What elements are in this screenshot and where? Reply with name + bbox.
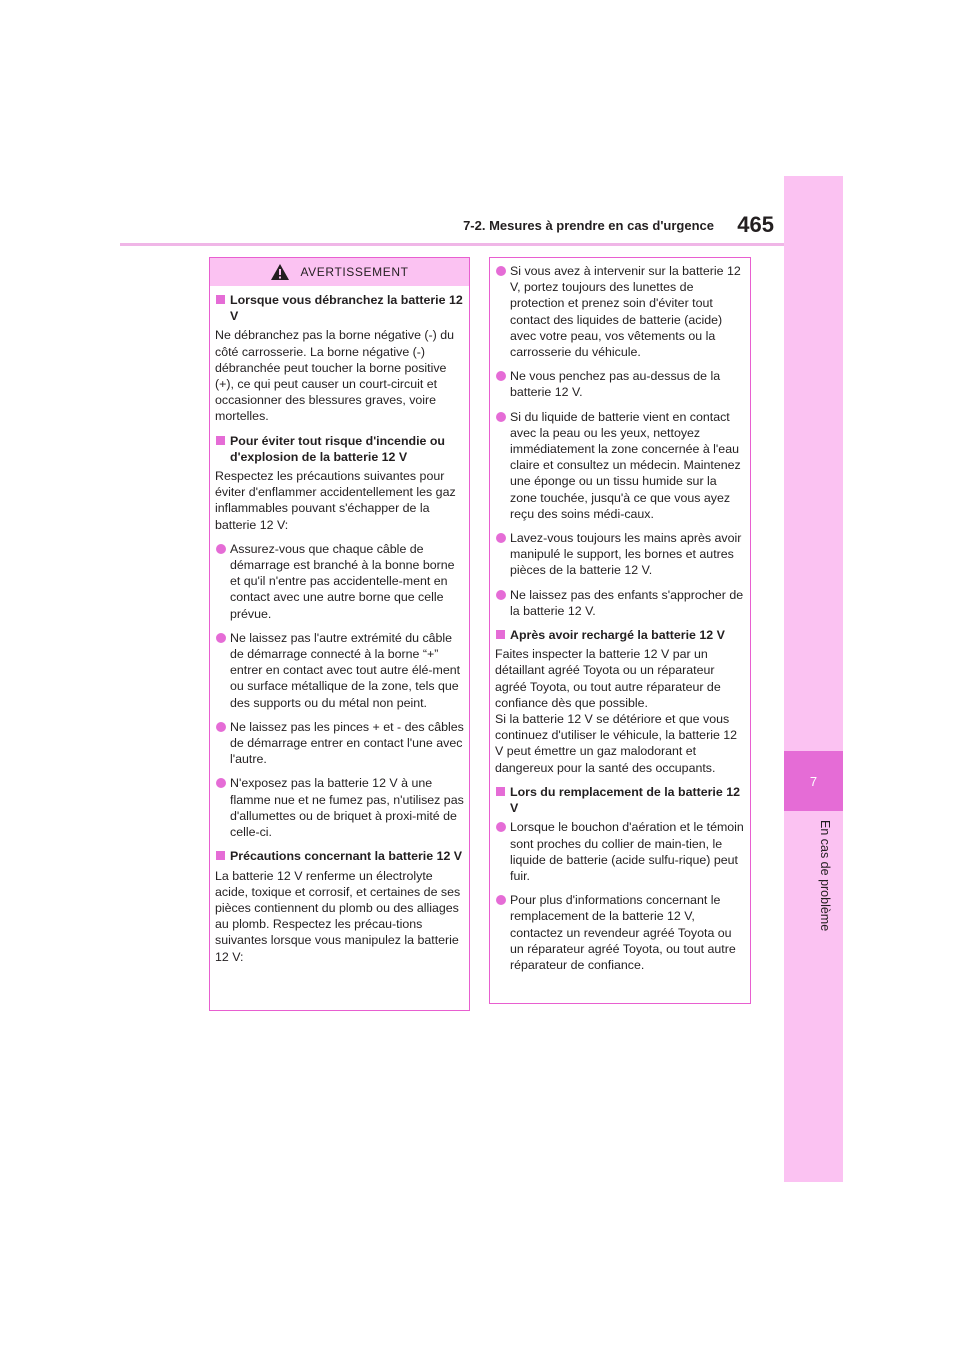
circle-bullet-icon [496, 412, 506, 422]
bullet-item: Pour plus d'informations concernant le remplacement de la batterie 12 V, contactez un revendeur agréé Toyota ou un réparateur agréé Toyota, ou tout autre réparateur de confiance. [495, 892, 745, 973]
paragraph: Respectez les précautions suivantes pour éviter d'enflammer accidentellement les gaz inflammables pouvant s'échapper de la batterie 12 V: [215, 469, 456, 532]
square-bullet-icon [496, 630, 505, 639]
square-bullet-icon [216, 295, 225, 304]
subheading: Lorsque vous débranchez la batterie 12 V [215, 292, 464, 324]
side-tab-band [784, 176, 843, 1182]
square-bullet-icon [216, 436, 225, 445]
square-bullet-icon [496, 787, 505, 796]
circle-bullet-icon [496, 533, 506, 543]
bullet-item: Si du liquide de batterie vient en contact avec la peau ou les yeux, nettoyez immédiatement la zone concernée à l'eau claire et consultez un médecin. Maintenez une éponge ou un tissu humide sur la zone touchée, jusqu'à ce que vous ayez reçu des soins médi-caux. [495, 409, 745, 522]
circle-bullet-icon [216, 544, 226, 554]
circle-bullet-icon [216, 633, 226, 643]
circle-bullet-icon [496, 266, 506, 276]
circle-bullet-icon [216, 778, 226, 788]
bullet-item: Assurez-vous que chaque câble de démarrage est branché à la bonne borne et qu'il n'entre pas accidentelle-ment en contact avec une autre borne que celle prévue. [215, 541, 464, 622]
chapter-number-tab: 7 [784, 751, 843, 811]
paragraph: La batterie 12 V renferme un électrolyte acide, toxique et corrosif, et certaines de ses pièces contiennent du plomb ou des alliages au plomb. Respectez les précau-tions suivantes lorsque vous manipulez la batterie 12 V: [215, 868, 461, 964]
warning-triangle-icon [270, 263, 290, 281]
paragraph: Faites inspecter la batterie 12 V par un détaillant agréé Toyota ou un réparateur agréé Toyota, ou tout autre réparateur de confiance dès que possible. [495, 647, 721, 710]
warning-title: AVERTISSEMENT [300, 265, 409, 279]
circle-bullet-icon [216, 722, 226, 732]
warning-body [490, 258, 750, 987]
subheading: Précautions concernant la batterie 12 V [215, 848, 464, 864]
square-bullet-icon [216, 851, 225, 860]
paragraph: Ne débranchez pas la borne négative (-) du côté carrosserie. La borne négative (-) débranchée peut toucher la borne positive (+), ce qui peut causer un court-circuit et occasionner des blessures graves, voire mortelles. [215, 328, 455, 424]
bullet-item: N'exposez pas la batterie 12 V à une flamme nue et ne fumez pas, n'utilisez pas d'allumettes ou de briquet à proxi-mité de celle-ci. [215, 775, 464, 840]
bullet-item: Ne laissez pas les pinces + et - des câbles de démarrage entrer en contact l'une avec l'autre. [215, 719, 464, 768]
bullet-item: Si vous avez à intervenir sur la batterie 12 V, portez toujours des lunettes de protection et prenez soin d'éviter tout contact des liquides de batterie (acide) avec votre peau, vos vêtements ou la carrosserie du véhicule. [495, 263, 745, 360]
warning-body [210, 286, 469, 979]
circle-bullet-icon [496, 371, 506, 381]
section-title: 7-2. Mesures à prendre en cas d'urgence [463, 218, 714, 233]
paragraph: Si la batterie 12 V se détériore et que vous continuez d'utiliser le véhicule, la batterie 12 V peut émettre un gaz malodorant et dangereux pour la santé des occupants. [495, 712, 738, 775]
warning-header [210, 258, 469, 286]
page-number: 465 [737, 212, 774, 237]
subheading: Pour éviter tout risque d'incendie ou d'explosion de la batterie 12 V [215, 433, 464, 465]
bullet-item: Ne laissez pas l'autre extrémité du câble de démarrage connecté à la borne “+” entrer en contact avec tout autre élé-ment ou surface métallique de la zone, tels que des supports ou du métal non peint. [215, 630, 464, 711]
header-rule [120, 243, 784, 246]
warning-box-left [209, 257, 470, 1011]
warning-box-right [489, 257, 751, 1004]
circle-bullet-icon [496, 822, 506, 832]
bullet-item: Ne laissez pas des enfants s'approcher de la batterie 12 V. [495, 587, 745, 619]
subheading: Après avoir rechargé la batterie 12 V [495, 627, 745, 643]
subheading: Lors du remplacement de la batterie 12 V [495, 784, 745, 816]
chapter-title: En cas de problème [818, 820, 832, 932]
bullet-item: Lorsque le bouchon d'aération et le témoin sont proches du collier de main-tien, le liquide de batterie (acide sulfu-rique) peut fuir. [495, 819, 745, 884]
bullet-item: Ne vous penchez pas au-dessus de la batterie 12 V. [495, 368, 745, 400]
circle-bullet-icon [496, 590, 506, 600]
bullet-item: Lavez-vous toujours les mains après avoir manipulé le support, les bornes et autres pièces de la batterie 12 V. [495, 530, 745, 579]
circle-bullet-icon [496, 895, 506, 905]
